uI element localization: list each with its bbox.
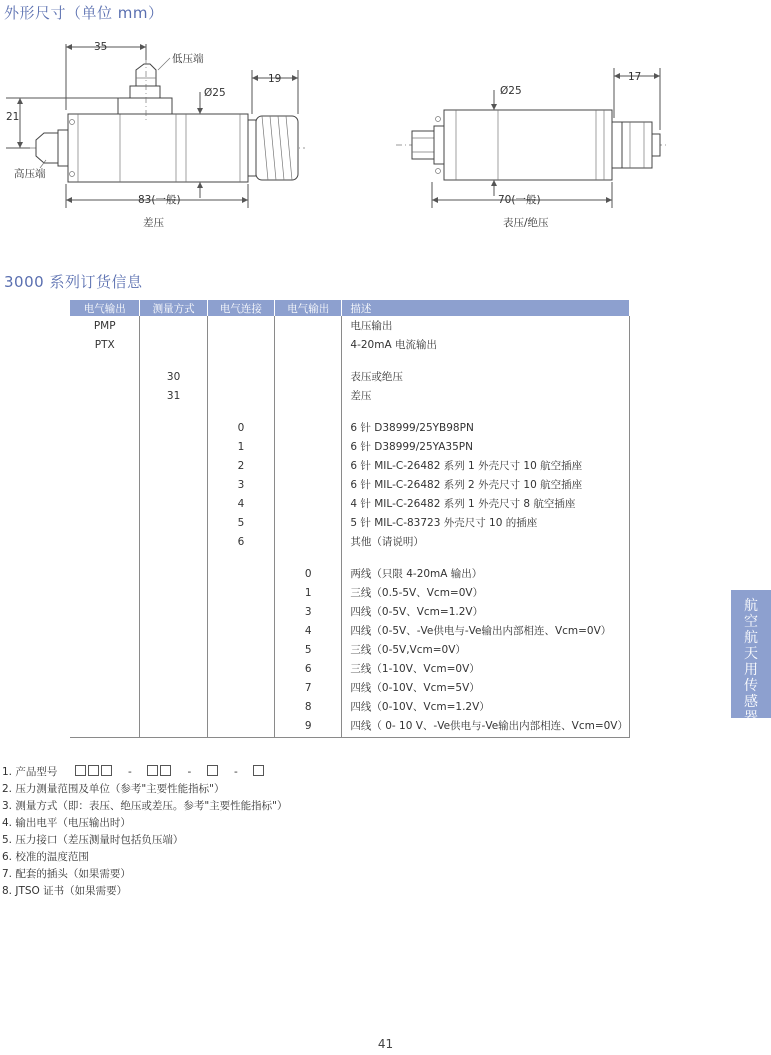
note-item: 7. 配套的插头（如果需要） [2,868,131,880]
description-text: 四线（0-5V、Vcm=1.2V） [350,606,484,618]
code-box [207,765,218,776]
description-text: 两线（只限 4-20mA 输出） [350,568,483,580]
connection-code: 0 [237,422,245,434]
description-text: 电压输出 [350,320,393,332]
connection-code: 2 [237,460,245,472]
output-code-column [70,316,140,738]
signal-code: 8 [304,701,312,713]
description-text: 四线（0-10V、Vcm=5V） [350,682,480,694]
side-tab-char: 用 [744,662,758,678]
signal-code: 7 [304,682,312,694]
description-text: 差压 [350,390,372,402]
dim-35-label: 35 [94,41,108,53]
connection-code: 3 [237,479,245,491]
description-text: 三线（0-5V,Vcm=0V） [350,644,466,656]
signal-code: 6 [304,663,312,675]
high-pressure-label: 高压端 [14,168,46,180]
side-tab-char: 空 [744,614,758,630]
description-text: 四线（0-5V、-Ve供电与-Ve输出内部相连、Vcm=0V） [350,625,612,637]
note-item: 8. JTSO 证书（如果需要） [2,885,128,897]
header-description: 描述 [342,300,630,316]
gauge-absolute-sensor-drawing [396,68,668,229]
dim-83-label: 83(一般) [138,194,181,206]
side-tab-char: 航 [744,630,758,646]
differential-sensor-drawing [6,41,305,229]
description-text: 表压或绝压 [350,371,403,383]
side-section-tab [731,590,771,726]
code-box [88,765,99,776]
code-box [101,765,112,776]
header-electrical-connection: 电气连接 [207,300,274,316]
description-text: 四线（0-10V、Vcm=1.2V） [350,701,490,713]
dash-separator: - [234,766,239,778]
side-tab-char: 感 [744,694,758,710]
header-signal-output: 电气输出 [275,300,342,316]
description-column [342,316,630,738]
signal-code: 1 [304,587,312,599]
note-model-label: 1. 产品型号 [2,766,58,778]
low-pressure-label: 低压端 [172,53,204,65]
description-text: 四线（ 0- 10 V、-Ve供电与-Ve输出内部相连、Vcm=0V） [350,720,628,732]
note-item: 6. 校准的温度范围 [2,851,89,863]
connection-code: 4 [237,498,245,510]
note-item: 3. 测量方式（即：表压、绝压或差压。参考"主要性能指标"） [2,800,288,812]
measure-code: 30 [166,371,181,383]
description-text: 5 针 MIL-C-83723 外壳尺寸 10 的插座 [350,517,538,529]
connection-code-column [207,316,274,738]
dash-separator: - [187,766,193,778]
signal-code: 4 [304,625,312,637]
description-text: 6 针 D38999/25YB98PN [350,422,474,434]
side-tab-char: 器 [744,710,758,726]
code-box [160,765,171,776]
order-notes [2,764,288,900]
description-text: 6 针 MIL-C-26482 系列 1 外壳尺寸 10 航空插座 [350,460,583,472]
differential-caption: 差压 [143,217,164,229]
description-text: 其他（请说明） [350,536,424,548]
code-box [253,765,264,776]
table-header-row [70,300,630,316]
dim-70-label: 70(一般) [498,194,541,206]
dimensions-title: 外形尺寸（单位 mm） [4,4,164,22]
connection-code: 5 [237,517,245,529]
note-item: 4. 输出电平（电压输出时） [2,817,131,829]
dia-25-label-left: Ø25 [204,87,226,99]
description-text: 三线（0.5-5V、Vcm=0V） [350,587,484,599]
dimension-drawings [0,30,771,240]
dia-25-label-right: Ø25 [500,85,522,97]
signal-code: 5 [304,644,312,656]
description-text: 三线（1-10V、Vcm=0V） [350,663,480,675]
signal-code: 0 [304,568,312,580]
dim-19-label: 19 [268,73,282,85]
description-text: 6 针 MIL-C-26482 系列 2 外壳尺寸 10 航空插座 [350,479,583,491]
note-item: 2. 压力测量范围及单位（参考"主要性能指标"） [2,783,225,795]
ordering-table [70,300,630,738]
ordering-title: 3000 系列订货信息 [4,273,143,291]
code-box [147,765,158,776]
dash-separator: - [128,766,133,778]
description-text: 4 针 MIL-C-26482 系列 1 外壳尺寸 8 航空插座 [350,498,576,510]
note-item: 5. 压力接口（差压测量时包括负压端） [2,834,184,846]
side-tab-char: 天 [744,646,758,662]
output-code: PMP [93,320,116,332]
connection-code: 1 [237,441,245,453]
description-text: 6 针 D38999/25YA35PN [350,441,473,453]
gauge-absolute-caption: 表压/绝压 [503,217,549,229]
signal-code-column [275,316,342,738]
description-text: 4-20mA 电流输出 [350,339,437,351]
page-number: 41 [377,1037,394,1051]
dim-21-label: 21 [6,111,20,123]
connection-code: 6 [237,536,245,548]
header-measurement-mode: 测量方式 [140,300,207,316]
note-model [2,764,288,781]
signal-code: 3 [304,606,312,618]
header-electrical-output: 电气输出 [70,300,140,316]
table-body-row [70,316,630,738]
signal-code: 9 [304,720,312,732]
measure-code: 31 [166,390,181,402]
model-code-boxes [75,764,266,781]
code-box [75,765,86,776]
output-code: PTX [94,339,115,351]
measure-code-column [140,316,207,738]
dim-17-label: 17 [628,71,642,83]
side-tab-char: 航 [744,598,758,614]
side-tab-char: 传 [744,678,758,694]
